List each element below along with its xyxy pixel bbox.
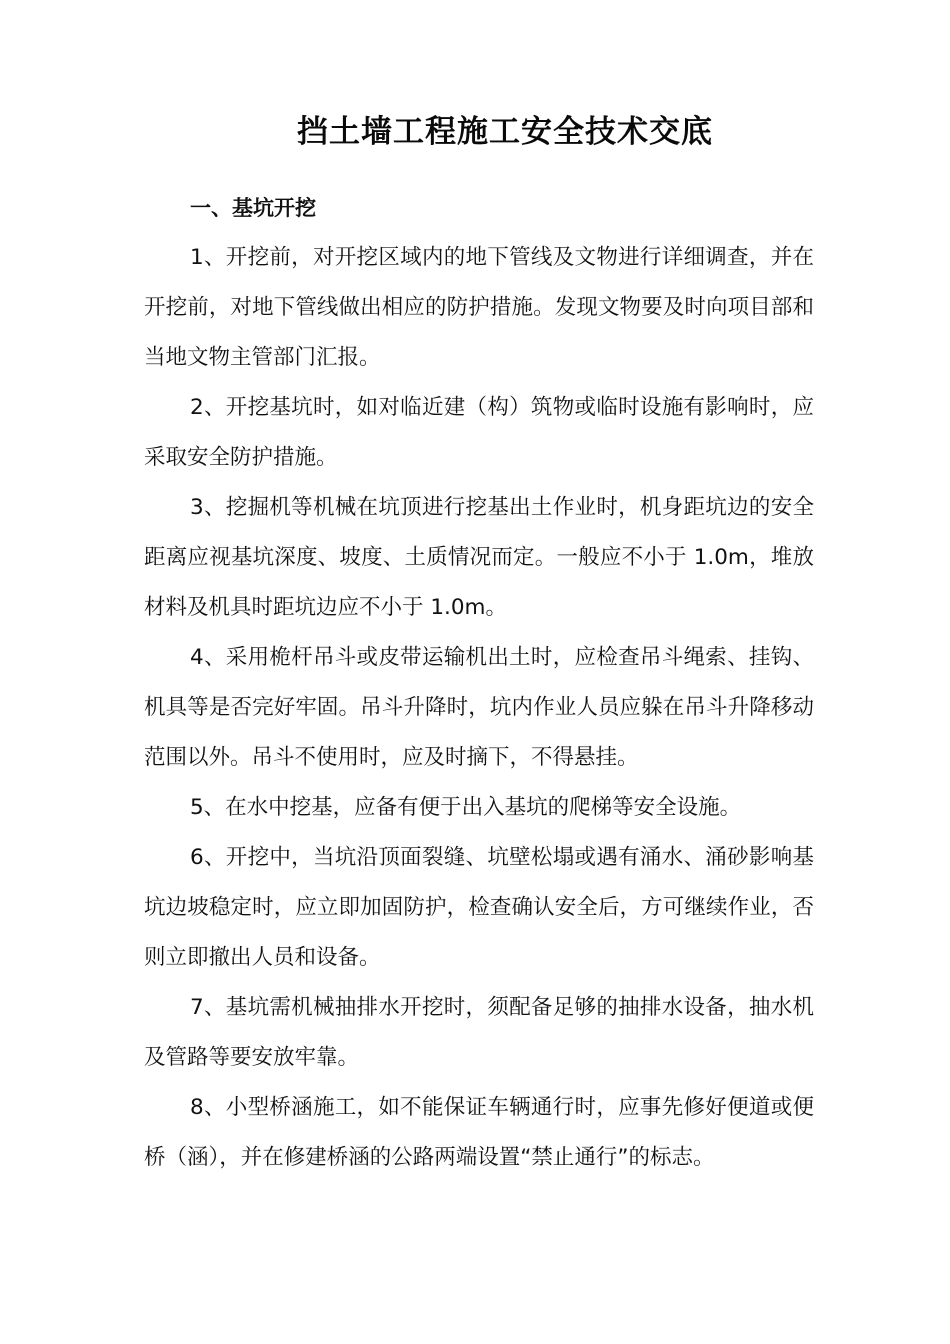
paragraph-6: 6、开挖中，当坑沿顶面裂缝、坑壁松塌或遇有涌水、涌砂影响基坑边坡稳定时，应立即加固防护，检查确认安全后，方可继续作业，否则立即撤出人员和设备。 [144,845,814,970]
paragraph-2: 2、开挖基坑时，如对临近建（构）筑物或临时设施有影响时，应采取安全防护措施。 [144,395,814,470]
section-heading: 一、基坑开挖 [190,196,316,220]
paragraph-1: 1、开挖前，对开挖区域内的地下管线及文物进行详细调查，并在开挖前，对地下管线做出相应的防护措施。发现文物要及时向项目部和当地文物主管部门汇报。 [144,245,814,370]
paragraph-5: 5、在水中挖基，应备有便于出入基坑的爬梯等安全设施。 [190,795,742,820]
paragraph-8: 8、小型桥涵施工，如不能保证车辆通行时，应事先修好便道或便桥（涵），并在修建桥涵的公路两端设置“禁止通行”的标志。 [144,1095,814,1170]
paragraph-4: 4、采用桅杆吊斗或皮带运输机出土时，应检查吊斗绳索、挂钩、机具等是否完好牢固。吊斗升降时，坑内作业人员应躲在吊斗升降移动范围以外。吊斗不使用时，应及时摘下，不得悬挂。 [144,645,814,770]
paragraph-7: 7、基坑需机械抽排水开挖时，须配备足够的抽排水设备，抽水机及管路等要安放牢靠。 [144,995,814,1070]
document-title: 挡土墙工程施工安全技术交底 [297,114,713,150]
document-body [144,183,814,1183]
paragraph-3: 3、挖掘机等机械在坑顶进行挖基出土作业时，机身距坑边的安全距离应视基坑深度、坡度、土质情况而定。一般应不小于 1.0m，堆放材料及机具时距坑边应不小于 1.0m。 [144,495,814,620]
